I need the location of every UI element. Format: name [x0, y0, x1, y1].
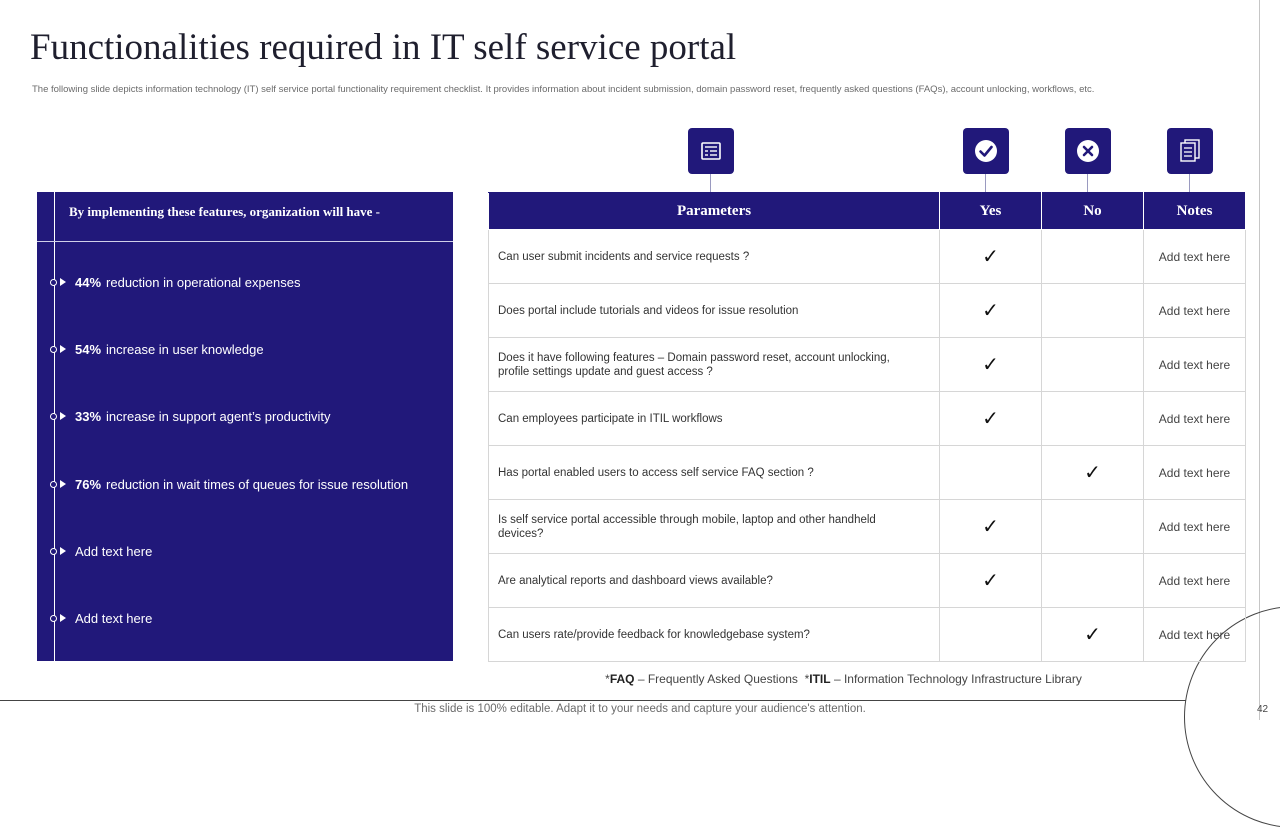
notes-cell[interactable]: Add text here [1144, 500, 1246, 554]
benefit-item [50, 273, 300, 291]
notes-icon [1167, 128, 1213, 174]
parameter-cell: Does it have following features – Domain password reset, account unlocking, profile settings update and guest access ? [489, 338, 940, 392]
bullet-arrow-icon [60, 345, 66, 353]
benefit-item [50, 542, 152, 560]
icon-connector [710, 174, 711, 192]
checkmark-icon: ✓ [1084, 462, 1101, 484]
timeline-dot [50, 346, 57, 353]
table-header-row [489, 193, 1246, 230]
benefits-panel [37, 192, 453, 661]
checkmark-icon: ✓ [982, 516, 999, 538]
timeline-dot [50, 548, 57, 555]
icon-connector [1189, 174, 1190, 192]
yes-cell [940, 338, 1042, 392]
no-cell [1042, 230, 1144, 284]
checkmark-icon: ✓ [982, 246, 999, 268]
no-cell [1042, 284, 1144, 338]
requirements-table [488, 192, 1246, 662]
notes-cell[interactable]: Add text here [1144, 608, 1246, 662]
parameter-cell: Has portal enabled users to access self service FAQ section ? [489, 446, 940, 500]
bullet-arrow-icon [60, 614, 66, 622]
parameter-cell: Does portal include tutorials and videos for issue resolution [489, 284, 940, 338]
yes-cell [940, 500, 1042, 554]
header-yes: Yes [940, 193, 1042, 230]
yes-cell [940, 608, 1042, 662]
checkmark-icon: ✓ [982, 408, 999, 430]
no-cell [1042, 554, 1144, 608]
benefit-percentage: 76% [75, 476, 102, 492]
notes-cell[interactable]: Add text here [1144, 554, 1246, 608]
benefit-percentage: 44% [75, 274, 102, 290]
table-row [489, 392, 1246, 446]
yes-cell [940, 446, 1042, 500]
timeline-dot [50, 413, 57, 420]
editable-note: This slide is 100% editable. Adapt it to your needs and capture your audience's attention. [414, 703, 866, 715]
yes-cell [940, 392, 1042, 446]
benefit-text: Add text here [75, 543, 153, 559]
panel-divider [37, 241, 453, 242]
table-row [489, 446, 1246, 500]
yes-cell [940, 554, 1042, 608]
benefit-item [50, 340, 264, 358]
notes-cell[interactable]: Add text here [1144, 446, 1246, 500]
parameter-cell: Can employees participate in ITIL workflows [489, 392, 940, 446]
x-circle-icon [1065, 128, 1111, 174]
page-subtitle: The following slide depicts information technology (IT) self service portal functionality requirement checklist. It provides information about incident submission, domain password reset, frequently asked questions (FAQs), account unlocking, workflows, etc. [32, 84, 1095, 95]
bottom-divider [0, 700, 1186, 701]
parameter-cell: Are analytical reports and dashboard views available? [489, 554, 940, 608]
footnote-itil-abbr: ITIL [809, 672, 831, 686]
parameter-cell: Can user submit incidents and service requests ? [489, 230, 940, 284]
checkmark-icon: ✓ [982, 300, 999, 322]
checkmark-icon: ✓ [1084, 624, 1101, 646]
footnote-faq-text: – Frequently Asked Questions [637, 672, 798, 686]
no-cell [1042, 608, 1144, 662]
benefit-text: increase in user knowledge [106, 341, 264, 357]
icon-connector [985, 174, 986, 192]
bullet-arrow-icon [60, 547, 66, 555]
check-circle-icon [963, 128, 1009, 174]
footnote: *FAQ – Frequently Asked Questions *ITIL – Information Technology Infrastructure Library [605, 672, 1082, 686]
table-row [489, 554, 1246, 608]
timeline-dot [50, 279, 57, 286]
benefit-item [50, 407, 331, 425]
header-parameters: Parameters [489, 193, 940, 230]
benefit-text: increase in support agent’s productivity [106, 408, 331, 424]
no-cell [1042, 338, 1144, 392]
header-no: No [1042, 193, 1144, 230]
benefit-text: reduction in wait times of queues for issue resolution [106, 476, 409, 492]
timeline-dot [50, 615, 57, 622]
parameter-cell: Can users rate/provide feedback for knowledgebase system? [489, 608, 940, 662]
checkmark-icon: ✓ [982, 570, 999, 592]
header-notes: Notes [1144, 193, 1246, 230]
bullet-arrow-icon [60, 278, 66, 286]
benefit-text: reduction in operational expenses [106, 274, 301, 290]
table-row [489, 230, 1246, 284]
page-title: Functionalities required in IT self service portal [30, 27, 737, 68]
timeline-dot [50, 481, 57, 488]
table-row [489, 500, 1246, 554]
benefit-item [50, 609, 152, 627]
notes-cell[interactable]: Add text here [1144, 230, 1246, 284]
table-row [489, 284, 1246, 338]
benefit-item [50, 475, 408, 493]
yes-cell [940, 230, 1042, 284]
benefit-percentage: 33% [75, 408, 102, 424]
footnote-itil-text: – Information Technology Infrastructure Library [833, 672, 1082, 686]
footnote-faq-abbr: FAQ [609, 672, 635, 686]
panel-heading: By implementing these features, organization will have - [69, 204, 381, 219]
page-number: 42 [1257, 704, 1269, 715]
notes-cell[interactable]: Add text here [1144, 338, 1246, 392]
checkmark-icon: ✓ [982, 354, 999, 376]
no-cell [1042, 446, 1144, 500]
benefit-text: Add text here [75, 610, 153, 626]
no-cell [1042, 500, 1144, 554]
bullet-arrow-icon [60, 480, 66, 488]
yes-cell [940, 284, 1042, 338]
notes-cell[interactable]: Add text here [1144, 392, 1246, 446]
icon-connector [1087, 174, 1088, 192]
table-row [489, 338, 1246, 392]
parameter-cell: Is self service portal accessible through mobile, laptop and other handheld devices? [489, 500, 940, 554]
benefit-percentage: 54% [75, 341, 102, 357]
table-row [489, 608, 1246, 662]
document-list-icon [688, 128, 734, 174]
bullet-arrow-icon [60, 412, 66, 420]
timeline-line [54, 192, 55, 661]
notes-cell[interactable]: Add text here [1144, 284, 1246, 338]
no-cell [1042, 392, 1144, 446]
